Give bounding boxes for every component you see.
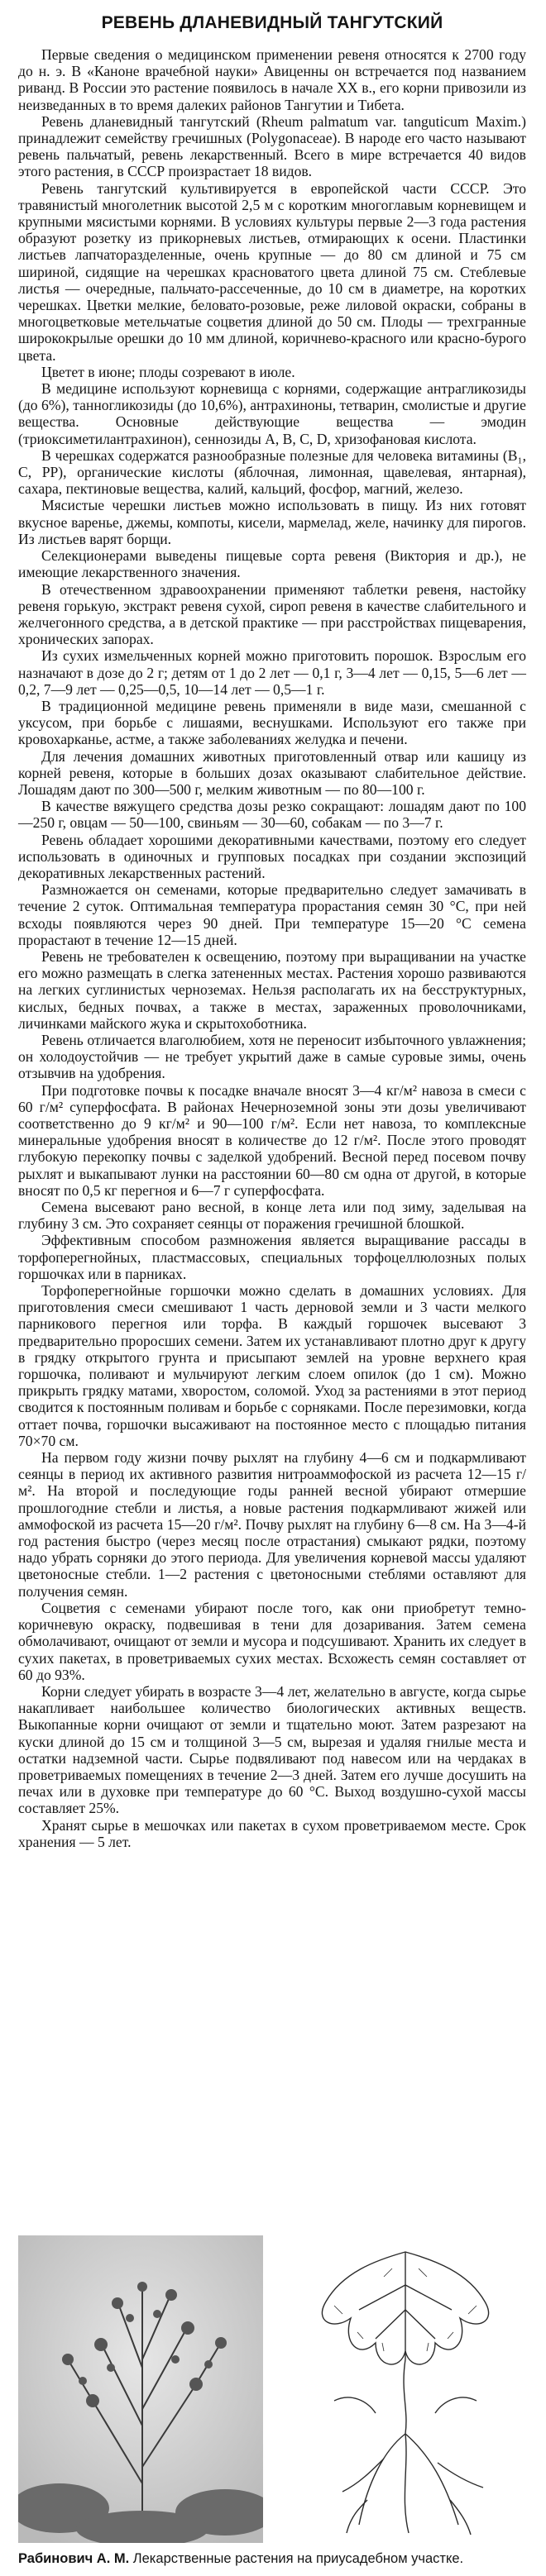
paragraph-folk-medicine: В традиционной медицине ревень применяли в виде мази, смешанной с уксусом, при борьбе с лишаями, веснушками. Используют его также при кровохарканье, астме, а также заболеваниях желудка и печени. xyxy=(18,697,526,748)
paragraph-powder-dosage: Из сухих измельченных корней можно приготовить порошок. Взрослым его назначают в дозе до 2 г; детям от 1 до 2 лет — 0,1 г, 3—4 лет — 0,15, 5—6 лет — 0,2, 7—9 лет — 0,25—0,5, 10—14 лет — 0,5—1 г. xyxy=(18,647,526,698)
paragraph-taxonomy: Ревень дланевидный тангутский (Rheum palmatum var. tanguticum Maxim.) принадлежит семейству гречишных (Polygonaceae). В народе его часто называют ревень пальчатый, ревень лекарственный. Всего в мире встречается 40 видов этого растения, в СССР произрастает 18 видов. xyxy=(18,112,526,180)
article-title: РЕВЕНЬ ДЛАНЕВИДНЫЙ ТАНГУТСКИЙ xyxy=(101,13,443,32)
rhubarb-leaf-and-root-drawing xyxy=(285,2235,526,2543)
paragraph-active-substances: В медицине используют корневища с корнями, содержащие антрагликозиды (до 6%), танногликозиды (до 10,6%), антрахиноны, тетварин, смолистые и другие вещества. Основные действующие вещества — эмодин (триоксиметилантрахинон), сеннозиды A, B, C, D, хризофановая кислота. xyxy=(18,380,526,447)
paragraph-root-harvest: Корни следует убирать в возрасте 3—4 лет, желательно в августе, когда сырье накапливает наибольшее количество биологических активных веществ. Выкопанные корни очищают от земли и тщательно моют. Затем разрезают на куски длиной до 15 см и толщиной 3—5 см, вырезая и удаляя гнилые места и остатки надземной части. Сырье подвяливают под навесом или на чердаках в проветриваемых помещениях в течение 2—3 дней. Затем его лучше досушить на печах или в духовке при температуре до 60 °С. Выход воздушно-сухой массы составляет 25%. xyxy=(18,1682,526,1817)
rhubarb-photo-icon xyxy=(18,2235,263,2543)
paragraph-description: Ревень тангутский культивируется в европейской части СССР. Это травянистый многолетник высотой 2,5 м с коротким многоглавым корневищем и крупными мясистыми корнями. В условиях культуры первые 2—3 года растения образуют розетку из прикорневых листьев, отмирающих к осени. Пластинки листьев лапчаторазделенные, очень крупные — до 80 см длиной и 75 см шириной, сидящие на черешках красноватого цвета длиной 75 см. Стеблевые листья — очередные, пальчато-рассеченные, до 10 см в диаметре, на коротких черешках. Цветки мелкие, беловато-розовые, реже лиловой окраски, собраны в многоцветковые метельчатые соцветия длиной до 50 см. Плоды — трехгранные ширококрылые орешки до 10 мм длиной, коричнево-красного или красно-бурого цвета. xyxy=(18,179,526,364)
paragraph-site-conditions: Ревень не требователен к освещению, поэтому при выращивании на участке его можно размещать в слегка затененных местах. Растения хорошо развиваются на легких суглинистых черноземах. Нельзя располагать их на бесструктурных, кислых, бедных почвах, а также в местах, зараженных проволочниками, личинками майского жука и скрытохоботника. xyxy=(18,947,526,1032)
paragraph-soil-preparation: При подготовке почвы к посадке вначале вносят 3—4 кг/м² навоза в смеси с 60 г/м² суперфосфата. В районах Нечерноземной зоны эти дозы увеличивают соответственно до 9 кг/м² и 90—100 г/м². Если нет навоза, то комплексные минеральные удобрения вносят в количестве до 12 г/м². После этого проводят глубокую перекопку почвы с заделкой удобрений. Весной перед посевом почву рыхлят и выкапывают лунки на расстоянии 60—80 см одна от другой, в которые вносят по 0,5 кг перегноя и 6—7 г суперфосфата. xyxy=(18,1081,526,1199)
caption-author: Рабинович А. М. xyxy=(18,2551,130,2566)
paragraph-decorative: Ревень обладает хорошими декоративными качествами, поэтому его следует использовать в одиночных и групповых посадках при создании экспозиций декоративных лекарственных растений. xyxy=(18,831,526,881)
illustration-figure xyxy=(18,2235,526,2543)
paragraph-sowing: Семена высевают рано весной, в конце лета или под зиму, заделывая на глубину 3 см. Это сохраняет сеянцы от поражения гречишной блошкой. xyxy=(18,1199,526,1233)
paragraph-veterinary: Для лечения домашних животных приготовленный отвар или кашицу из корней ревеня, которые в больших дозах оказывают слабительное действие. Лошадям дают по 300—500 г, мелким животным — по 80—100 г. xyxy=(18,747,526,798)
paragraph-moisture: Ревень отличается влаголюбием, хотя не переносит избыточного увлажнения; он холодоустойчив — не требует укрытий даже в самые суровые зимы, очень отзывчив на удобрения. xyxy=(18,1031,526,1082)
paragraph-peat-pots: Торфоперегнойные горшочки можно сделать в домашних условиях. Для приготовления смеси смешивают 1 часть дерновой земли и 3 части мелкого парникового перегноя или торфа. В каждый горшочек высевают 3 предварительно проросших семени. Затем их устанавливают плотно друг к другу в грядку открытого грунта и присыпают землей на уровне верхнего края горшочка, поливают и мульчируют легким слоем опилок (до 1 см). Можно прикрыть грядку матами, хворостом, соломой. Уход за растениями в этот период сводится к постоянным поливам и борьбе с сорняками. После перезимовки, когда оттает почва, горшочки высаживают на постоянное место с площадью питания 70×70 см. xyxy=(18,1282,526,1449)
caption-book-title: Лекарственные растения на приусадебном участке. xyxy=(129,2551,464,2566)
paragraph-food-varieties: Селекционерами выведены пищевые сорта ревеня (Виктория и др.), не имеющие лекарственного значения. xyxy=(18,547,526,581)
paragraph-care: На первом году жизни почву рыхлят на глубину 4—6 см и подкармливают сеянцы в период их активного развития нитроаммофоской из расчета 12—15 г/м². На второй и последующие годы ранней весной убирают отмершие прошлогодние стебли и листья, а новые растения подкармливают жижей или аммофоской из расчета 15—20 г/м². Почву рыхлят на глубину 6—8 см. На 3—4-й год растения быстро (через месяц после отрастания) смыкают рядки, поэтому надо убрать сорняки до этого периода. Для увеличения корневой массы удаляют цветоносные стебли. 1—2 растения с цветоносными стеблями оставляют для получения семян. xyxy=(18,1449,526,1600)
rhubarb-flowering-plant-photo xyxy=(18,2235,263,2543)
paragraph-food-use: Мясистые черешки листьев можно использовать в пищу. Из них готовят вкусное варенье, джемы, компоты, кисели, мармелад, желе, начинку для пирогов. Из листьев варят борщи. xyxy=(18,497,526,547)
article-body xyxy=(18,46,526,1850)
paragraph-astringent-doses: В качестве вяжущего средства дозы резко сокращают: лошадям дают по 100—250 г, овцам — 50—100, свиньям — 30—60, собакам — по 3—7 г. xyxy=(18,798,526,832)
paragraph-seed-harvest: Соцветия с семенами убирают после того, как они приобретут темно-коричневую окраску, подвешивая в тени для дозаривания. Затем семена обмолачивают, очищают от земли и мусора и подсушивают. Хранить их следует в сухих пакетах, в проветриваемых сухих местах. Всхожесть семян составляет от 60 до 93%. xyxy=(18,1599,526,1683)
paragraph-seedlings: Эффективным способом размножения является выращивание рассады в торфоперегнойных, пластмассовых, специальных торфоцеллюлозных полых горшочках или в парниках. xyxy=(18,1232,526,1282)
rhubarb-drawing-icon xyxy=(285,2235,526,2543)
paragraph-medicines: В отечественном здравоохранении применяют таблетки ревеня, настойку ревеня горькую, экстракт ревеня сухой, сироп ревеня в качестве слабительного и желчегонного средства, а в детской практике — при расстройствах пищеварения, хронических запорах. xyxy=(18,580,526,648)
paragraph-history: Первые сведения о медицинском применении ревеня относятся к 2700 году до н. э. В «Каноне врачебной науки» Авиценны он встречается под названием риванд. В России это растение появилось в начале XX в., его корни привозили из неизведанных в то время далеких районов Тангутии и Тибета. xyxy=(18,46,526,113)
paragraph-propagation: Размножается он семенами, которые предварительно следует замачивать в течение 2 суток. Оптимальная температура прорастания семян 30 °С, при ней всходы появляются через 90 дней. При температуре 15—20 °С семена прорастают в течение 12—15 дней. xyxy=(18,881,526,948)
paragraph-storage: Хранят сырье в мешочках или пакетах в сухом проветриваемом месте. Срок хранения — 5 лет. xyxy=(18,1816,526,1850)
paragraph-vitamins: В черешках содержатся разнообразные полезные для человека витамины (B₁, C, PP), органические кислоты (яблочная, лимонная, щавелевая, янтарная), сахара, пектиновые вещества, калий, кальций, фосфор, магний, железо. xyxy=(18,446,526,498)
paragraph-flowering: Цветет в июне; плоды созревают в июле. xyxy=(41,363,295,380)
source-caption xyxy=(18,2551,528,2567)
